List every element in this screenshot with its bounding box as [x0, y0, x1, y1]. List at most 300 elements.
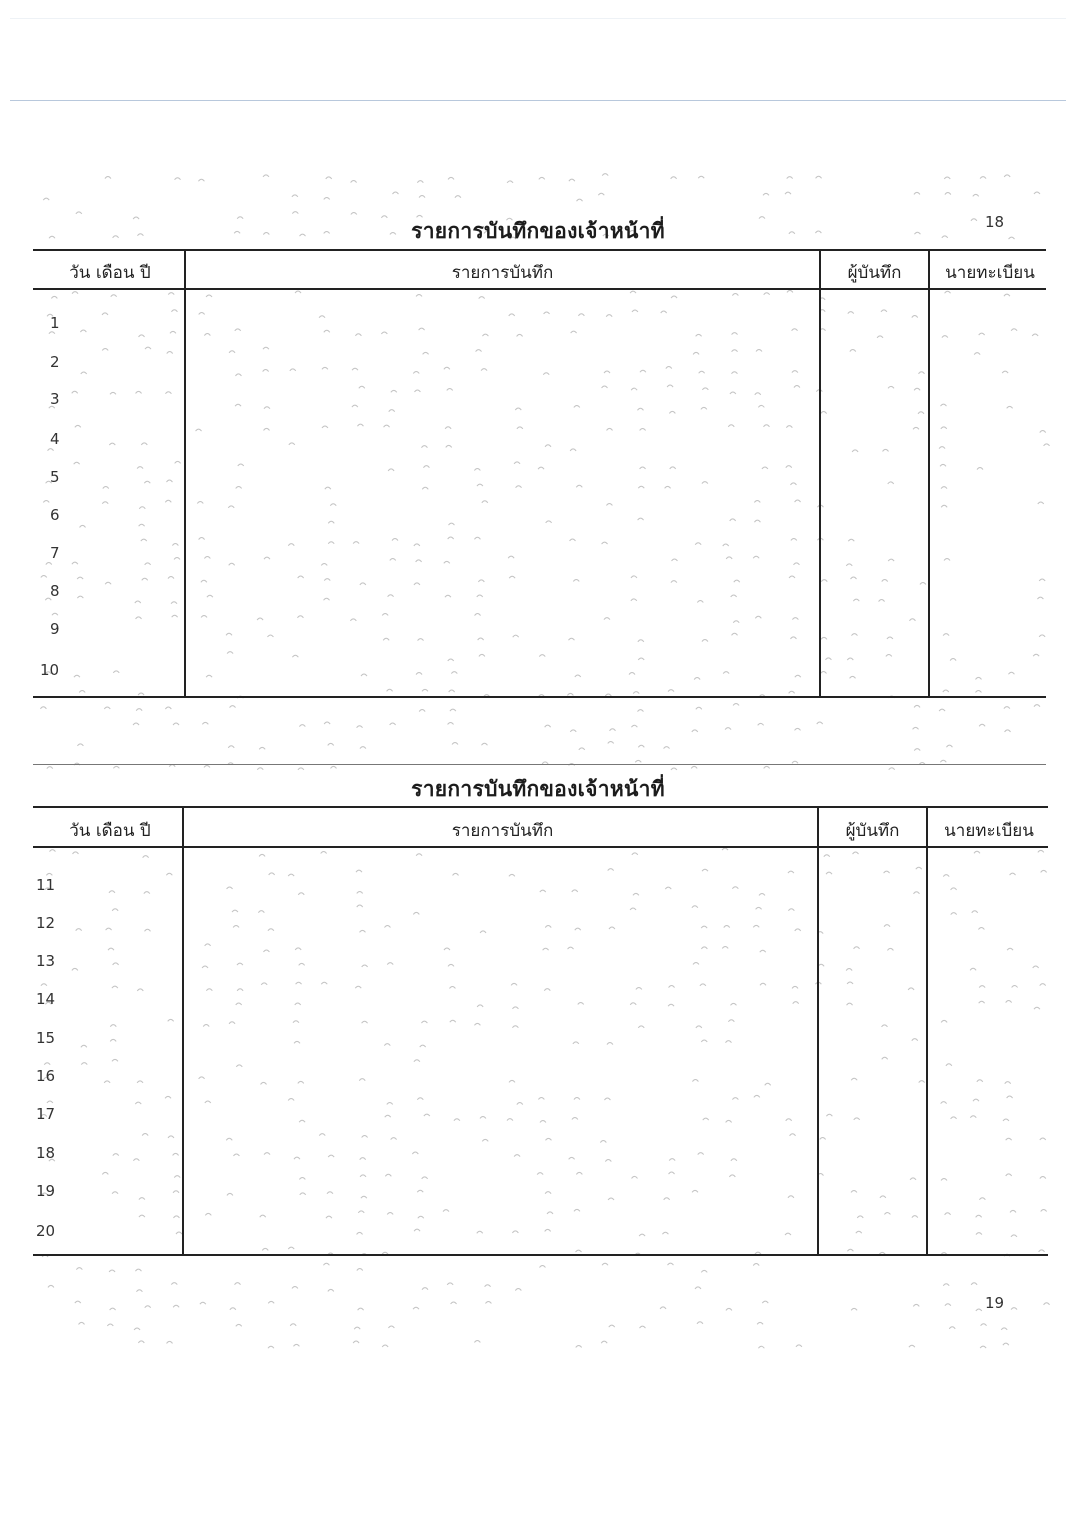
scan-speckle [789, 576, 795, 578]
scan-speckle [46, 563, 52, 565]
scan-speckle [972, 911, 978, 913]
scan-speckle [796, 1345, 802, 1347]
scan-speckle [205, 1213, 211, 1215]
scan-speckle [920, 582, 926, 584]
scan-speckle [517, 427, 523, 429]
scan-speckle [760, 983, 766, 985]
scan-speckle [263, 950, 269, 952]
scan-speckle [384, 1044, 390, 1046]
scan-speckle [702, 869, 708, 871]
scan-speckle [204, 334, 210, 336]
scan-speckle [445, 595, 451, 597]
scan-speckle [165, 707, 171, 709]
scan-speckle [1011, 329, 1017, 331]
scan-speckle [789, 691, 795, 693]
header-recorder: ผู้บันทึก [845, 821, 900, 841]
scan-speckle [765, 1083, 771, 1085]
scan-speckle [575, 675, 581, 677]
scan-speckle [513, 635, 519, 637]
scan-speckle [572, 890, 578, 892]
scan-speckle [974, 851, 980, 853]
column-divider [184, 251, 186, 697]
scan-speckle [824, 855, 830, 857]
scan-speckle [353, 542, 359, 544]
scan-speckle [236, 486, 242, 488]
scan-speckle [351, 181, 357, 183]
scan-speckle [669, 1172, 675, 1174]
scan-speckle [847, 982, 853, 984]
scan-speckle [517, 334, 523, 336]
scan-speckle [412, 1152, 418, 1154]
scan-speckle [168, 1019, 174, 1021]
scan-speckle [941, 1020, 947, 1022]
scan-speckle [206, 675, 212, 677]
scan-speckle [110, 1039, 116, 1041]
scan-speckle [295, 1003, 301, 1005]
scan-speckle [545, 445, 551, 447]
scan-speckle [609, 927, 615, 929]
scan-speckle [445, 427, 451, 429]
scan-speckle [319, 316, 325, 318]
scan-speckle [293, 1021, 299, 1023]
scan-speckle [478, 638, 484, 640]
scan-speckle [269, 873, 275, 875]
scan-speckle [358, 1211, 364, 1213]
scan-speckle [857, 1216, 863, 1218]
scan-speckle [1006, 1174, 1012, 1176]
scan-speckle [512, 1026, 518, 1028]
scan-speckle [360, 583, 366, 585]
scan-speckle [976, 1309, 982, 1311]
scan-speckle [135, 1269, 141, 1271]
scan-speckle [102, 348, 108, 350]
scan-speckle [72, 562, 78, 564]
scan-speckle [419, 328, 425, 330]
scan-speckle [698, 1153, 704, 1155]
header-record: รายการบันทึก [451, 263, 554, 283]
scan-speckle [388, 469, 394, 471]
scan-speckle [109, 891, 115, 893]
scan-speckle [168, 577, 174, 579]
scan-speckle [47, 1101, 53, 1103]
scan-speckle [732, 1098, 738, 1100]
scan-speckle [696, 334, 702, 336]
scan-speckle [635, 760, 641, 762]
scan-speckle [104, 1081, 110, 1083]
scan-speckle [454, 1119, 460, 1121]
scan-speckle [327, 1192, 333, 1194]
scan-speckle [517, 1103, 523, 1105]
row-number: 7 [50, 544, 60, 562]
scan-speckle [693, 352, 699, 354]
scan-speckle [1039, 635, 1045, 637]
scan-speckle [414, 390, 420, 392]
scan-speckle [795, 675, 801, 677]
scan-speckle [261, 1082, 267, 1084]
scan-speckle [384, 925, 390, 927]
scan-speckle [136, 1290, 142, 1292]
scan-speckle [755, 616, 761, 618]
scan-speckle [1041, 870, 1047, 872]
scan-speckle [235, 1283, 241, 1285]
scan-speckle [794, 386, 800, 388]
scan-speckle [264, 1153, 270, 1155]
scan-speckle [888, 386, 894, 388]
scan-speckle [1033, 654, 1039, 656]
scan-speckle [288, 874, 294, 876]
scan-speckle [821, 412, 827, 414]
scan-speckle [571, 331, 577, 333]
scan-speckle [230, 706, 236, 708]
scan-speckle [671, 296, 677, 298]
scan-speckle [943, 690, 949, 692]
scan-speckle [357, 891, 363, 893]
scan-speckle [1012, 986, 1018, 988]
scan-speckle [883, 449, 889, 451]
scan-speckle [692, 906, 698, 908]
row-number: 13 [36, 952, 56, 970]
scan-speckle [910, 1178, 916, 1180]
scan-speckle [1006, 1138, 1012, 1140]
scan-speckle [753, 1264, 759, 1266]
scan-speckle [546, 521, 552, 523]
scan-speckle [298, 893, 304, 895]
scan-speckle [133, 723, 139, 725]
scan-speckle [413, 912, 419, 914]
scan-speckle [143, 856, 149, 858]
scan-speckle [913, 727, 919, 729]
scan-speckle [509, 576, 515, 578]
scan-speckle [112, 909, 118, 911]
scan-speckle [661, 311, 667, 313]
scan-speckle [606, 315, 612, 317]
scan-speckle [450, 1020, 456, 1022]
scan-speckle [981, 1324, 987, 1326]
scan-speckle [264, 557, 270, 559]
scan-speckle [387, 963, 393, 965]
scan-speckle [352, 405, 358, 407]
scan-speckle [361, 674, 367, 676]
scan-speckle [887, 948, 893, 950]
scan-speckle [137, 467, 143, 469]
scan-speckle [385, 1115, 391, 1117]
scan-speckle [574, 405, 580, 407]
row-number: 18 [36, 1144, 56, 1162]
scan-speckle [72, 968, 78, 970]
scan-speckle [361, 1196, 367, 1198]
scan-speckle [299, 725, 305, 727]
row-number: 19 [36, 1182, 56, 1200]
scan-speckle [941, 427, 947, 429]
scan-speckle [697, 1322, 703, 1324]
scan-speckle [359, 386, 365, 388]
scan-speckle [264, 428, 270, 430]
scan-speckle [543, 373, 549, 375]
scan-speckle [940, 464, 946, 466]
scan-speckle [795, 728, 801, 730]
scan-speckle [976, 677, 982, 679]
scan-speckle [81, 372, 87, 374]
scan-speckle [569, 179, 575, 181]
scan-speckle [826, 1114, 832, 1116]
scan-speckle [477, 1231, 483, 1233]
scan-speckle [631, 599, 637, 601]
scan-speckle [734, 580, 740, 582]
scan-speckle [141, 539, 147, 541]
scan-speckle [196, 429, 202, 431]
scan-speckle [975, 690, 981, 692]
scan-speckle [608, 1198, 614, 1200]
scan-speckle [757, 1322, 763, 1324]
scan-speckle [390, 558, 396, 560]
scan-speckle [324, 197, 330, 199]
scan-speckle [545, 1138, 551, 1140]
scan-speckle [544, 312, 550, 314]
scan-speckle [443, 1210, 449, 1212]
header-record: รายการบันทึก [451, 821, 554, 841]
scan-speckle [299, 963, 305, 965]
scan-speckle [1040, 1138, 1046, 1140]
scan-speckle [452, 743, 458, 745]
scan-speckle [914, 749, 920, 751]
scan-speckle [422, 689, 428, 691]
scan-speckle [539, 1265, 545, 1267]
scan-speckle [298, 576, 304, 578]
scan-speckle [260, 1215, 266, 1217]
scan-speckle [416, 560, 422, 562]
scan-speckle [172, 615, 178, 617]
scan-speckle [74, 462, 80, 464]
scan-speckle [228, 506, 234, 508]
scan-speckle [328, 1289, 334, 1291]
scan-speckle [357, 424, 363, 426]
scan-speckle [787, 177, 793, 179]
row-number: 2 [50, 353, 60, 371]
scan-speckle [1007, 1096, 1013, 1098]
scan-speckle [977, 468, 983, 470]
scan-speckle [695, 543, 701, 545]
scan-speckle [609, 1325, 615, 1327]
scan-speckle [575, 1250, 581, 1252]
scan-speckle [447, 1283, 453, 1285]
scan-speckle [880, 1196, 886, 1198]
scan-speckle [939, 447, 945, 449]
scan-speckle [540, 890, 546, 892]
scan-speckle [106, 928, 112, 930]
scan-speckle [731, 595, 737, 597]
scan-speckle [167, 1341, 173, 1343]
scan-speckle [666, 367, 672, 369]
scan-speckle [325, 487, 331, 489]
scan-speckle [847, 1003, 853, 1005]
scan-speckle [235, 404, 241, 406]
scan-speckle [416, 294, 422, 296]
scan-speckle [573, 1042, 579, 1044]
scan-speckle [451, 672, 457, 674]
scan-speckle [451, 1302, 457, 1304]
scan-speckle [205, 944, 211, 946]
scan-speckle [854, 1118, 860, 1120]
scan-speckle [453, 873, 459, 875]
scan-speckle [976, 1233, 982, 1235]
scan-speckle [730, 392, 736, 394]
scan-speckle [913, 427, 919, 429]
scan-speckle [940, 404, 946, 406]
scan-speckle [326, 177, 332, 179]
scan-speckle [726, 1308, 732, 1310]
scan-speckle [728, 425, 734, 427]
scan-speckle [43, 500, 49, 502]
scan-speckle [538, 1097, 544, 1099]
scan-speckle [290, 1324, 296, 1326]
scan-speckle [388, 1326, 394, 1328]
scan-speckle [633, 893, 639, 895]
scan-speckle [229, 351, 235, 353]
scan-speckle [383, 638, 389, 640]
scan-speckle [423, 352, 429, 354]
scan-speckle [444, 367, 450, 369]
scan-speckle [573, 579, 579, 581]
scan-speckle [328, 521, 334, 523]
scan-speckle [1033, 966, 1039, 968]
scan-speckle [568, 947, 574, 949]
scan-speckle [227, 887, 233, 889]
scan-speckle [137, 1081, 143, 1083]
scan-speckle [264, 407, 270, 409]
scan-speckle [262, 1248, 268, 1250]
scan-speckle [288, 544, 294, 546]
scan-speckle [759, 893, 765, 895]
scan-speckle [853, 852, 859, 854]
scan-speckle [417, 1190, 423, 1192]
scan-speckle [1010, 1210, 1016, 1212]
scan-speckle [168, 293, 174, 295]
scan-speckle [447, 388, 453, 390]
scan-speckle [726, 1120, 732, 1122]
scan-speckle [416, 854, 422, 856]
scan-speckle [81, 1063, 87, 1065]
scan-speckle [362, 1021, 368, 1023]
scan-speckle [671, 559, 677, 561]
scan-speckle [978, 927, 984, 929]
scan-speckle [76, 212, 82, 214]
scan-speckle [1004, 707, 1010, 709]
scan-speckle [226, 1138, 232, 1140]
row-number: 1 [50, 314, 60, 332]
scan-speckle [638, 1026, 644, 1028]
scan-speckle [175, 178, 181, 180]
scan-speckle [1002, 371, 1008, 373]
scan-speckle [295, 291, 301, 293]
scan-speckle [418, 1216, 424, 1218]
scan-speckle [288, 1098, 294, 1100]
scan-speckle [760, 950, 766, 952]
scan-speckle [792, 329, 798, 331]
scan-speckle [105, 582, 111, 584]
scan-speckle [110, 1308, 116, 1310]
scan-speckle [764, 766, 770, 768]
scan-speckle [292, 1286, 298, 1288]
scan-speckle [238, 464, 244, 466]
scan-speckle [821, 671, 827, 673]
scan-speckle [267, 635, 273, 637]
scan-speckle [732, 294, 738, 296]
scan-speckle [539, 177, 545, 179]
scan-speckle [665, 486, 671, 488]
scan-speckle [692, 1080, 698, 1082]
table-bottom-border [33, 1254, 1048, 1256]
scan-speckle [41, 984, 47, 986]
scan-speckle [111, 295, 117, 297]
scan-speckle [48, 1285, 54, 1287]
scan-speckle [419, 196, 425, 198]
scan-speckle [602, 174, 608, 176]
scan-speckle [206, 989, 212, 991]
scan-speckle [602, 542, 608, 544]
scan-speckle [387, 1102, 393, 1104]
scan-speckle [1004, 175, 1010, 177]
scan-artifact-line [10, 100, 1066, 101]
scan-speckle [854, 947, 860, 949]
scan-speckle [946, 1064, 952, 1066]
row-number: 3 [50, 390, 60, 408]
scan-speckle [512, 1007, 518, 1009]
scan-speckle [786, 466, 792, 468]
scan-speckle [446, 445, 452, 447]
scan-speckle [820, 1137, 826, 1139]
scan-speckle [299, 1120, 305, 1122]
scan-speckle [76, 1268, 82, 1270]
scan-speckle [75, 425, 81, 427]
scan-speckle [476, 350, 482, 352]
scan-speckle [949, 1327, 955, 1329]
scan-speckle [142, 578, 148, 580]
scan-speckle [141, 443, 147, 445]
scan-speckle [629, 673, 635, 675]
scan-speckle [362, 965, 368, 967]
scan-speckle [321, 563, 327, 565]
scan-speckle [294, 1041, 300, 1043]
scan-speckle [979, 1198, 985, 1200]
scan-speckle [788, 1196, 794, 1198]
scan-speckle [477, 1005, 483, 1007]
scan-speckle [109, 1270, 115, 1272]
scan-speckle [884, 871, 890, 873]
scan-speckle [638, 486, 644, 488]
column-divider [817, 808, 819, 1255]
scan-speckle [790, 1134, 796, 1136]
scan-speckle [171, 310, 177, 312]
scan-speckle [882, 580, 888, 582]
scan-speckle [422, 1177, 428, 1179]
scan-speckle [539, 655, 545, 657]
scan-speckle [889, 768, 895, 770]
scan-speckle [357, 726, 363, 728]
scan-speckle [633, 692, 639, 694]
scan-speckle [319, 1134, 325, 1136]
scan-speckle [574, 1209, 580, 1211]
scan-speckle [887, 637, 893, 639]
scan-speckle [1010, 873, 1016, 875]
scan-speckle [263, 175, 269, 177]
scan-speckle [113, 671, 119, 673]
scan-speckle [639, 1326, 645, 1328]
scan-speckle [976, 1215, 982, 1217]
scan-speckle [112, 1059, 118, 1061]
scan-speckle [788, 871, 794, 873]
scan-speckle [448, 177, 454, 179]
scan-speckle [726, 557, 732, 559]
